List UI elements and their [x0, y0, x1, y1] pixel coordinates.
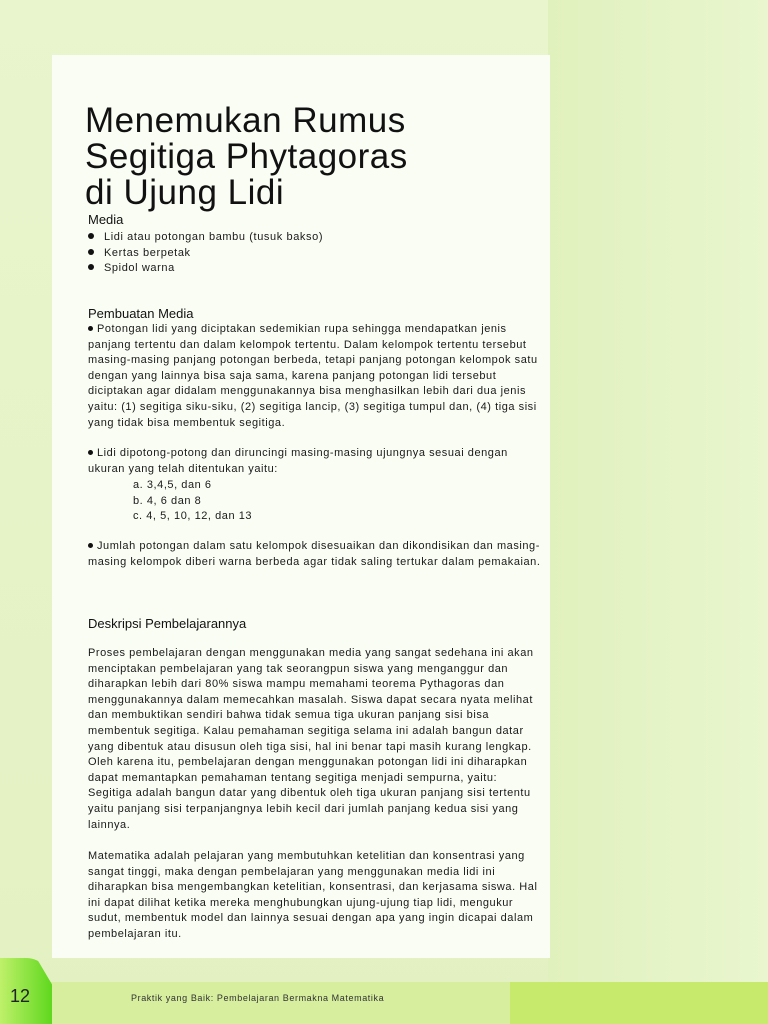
list-item: Lidi atau potongan bambu (tusuk bakso) — [88, 230, 323, 246]
media-list — [88, 230, 323, 277]
bullet-icon — [88, 233, 94, 239]
bullet-icon — [88, 264, 94, 270]
pembuatan-paragraph-2: Lidi dipotong-potong dan diruncingi masing-masing ujungnya sesuai dengan ukuran yang telah ditentukan yaitu: — [88, 447, 508, 475]
deskripsi-paragraph-1: Proses pembelajaran dengan menggunakan media yang sangat sedehana ini akan menciptakan pembelajaran yang tak seorangpun siswa yang menganggur dan diharapkan lebih dari 80% siswa mampu memahami teorema Pythagoras dan menggunakannya dalam memecahkan masalah. Siswa dapat secara nyata melihat dan membuktikan sendiri bahwa tidak semua tiga ukuran panjang sisi bisa membentuk segitiga. Kalau pemahaman segitiga selama ini adalah bangun datar yang dibentuk atau disusun oleh tiga sisi, hal ini benar tapi masih kurang lengkap. Oleh karena itu, pembelajaran dengan menggunakan potongan lidi ini diharapkan dapat memantapkan pemahaman tentang segitiga menjadi sempurna, yaitu: Segitiga adalah bangun datar yang dibentuk oleh tiga ukuran panjang sisi tertentu yaitu panjang sisi terpanjangnya lebih kecil dari jumlah panjang kedua sisi yang lainnya. — [88, 647, 534, 831]
list-item: Kertas berpetak — [88, 246, 323, 262]
pembuatan-paragraph-1: Potongan lidi yang diciptakan sedemikian rupa sehingga mendapatkan jenis panjang tertentu dan dalam kelompok tertentu. Dalam kelompok tertentu tersebut masing-masing panjang potongan berbeda, tetapi panjang potongan kelompok satu dengan yang lainnya bisa saja sama, karena panjang potongan lidi tersebut diciptakan agar didalam menggunakannya bisa menghasilkan lebih dari dua jenis yaitu: (1) segitiga siku-siku, (2) segitiga lancip, (3) segitiga tumpul dan, (4) tiga sisi yang tidak bisa membentuk segitiga. — [88, 323, 538, 429]
title-line-1: Menemukan Rumus — [85, 101, 406, 140]
bullet-icon — [88, 450, 93, 455]
footer-band-accent — [510, 982, 768, 1024]
deskripsi-paragraph-2: Matematika adalah pelajaran yang membutuhkan ketelitian dan konsentrasi yang sangat tinggi, maka dengan pembelajaran yang menggunakan media lidi ini diharapkan bisa mengembangkan ketelitian, konsentrasi, dan kerjasama siswa. Hal ini dapat dilihat ketika mereka menghubungkan ujung-ujung tiap lidi, mengukur sudut, membentuk model dan lainnya sesuai dengan apa yang ingin dicapai dalam pembelajaran itu. — [88, 850, 538, 940]
sizes-list — [133, 478, 252, 525]
footer-title: Praktik yang Baik: Pembelajaran Bermakna Matematika — [131, 993, 385, 1003]
bullet-icon — [88, 249, 94, 255]
list-item: Spidol warna — [88, 261, 323, 277]
list-item: b. 4, 6 dan 8 — [133, 494, 202, 507]
bullet-icon — [88, 326, 93, 331]
media-heading: Media — [88, 212, 124, 227]
title-line-3: di Ujung Lidi — [85, 173, 285, 212]
deskripsi-heading: Deskripsi Pembelajarannya — [88, 616, 247, 631]
pembuatan-heading: Pembuatan Media — [88, 306, 194, 321]
list-item: a. 3,4,5, dan 6 — [133, 479, 212, 491]
pembuatan-paragraph-3: Jumlah potongan dalam satu kelompok disesuaikan dan dikondisikan dan masing-masing kelompok diberi warna berbeda agar tidak saling tertukar dalam pemakaian. — [88, 540, 541, 568]
title-line-2: Segitiga Phytagoras — [85, 137, 408, 176]
page-title — [85, 103, 408, 211]
bullet-icon — [88, 543, 93, 548]
list-item: c. 4, 5, 10, 12, dan 13 — [133, 510, 253, 523]
page-number: 12 — [10, 986, 31, 1006]
right-background-strip — [548, 0, 768, 1024]
